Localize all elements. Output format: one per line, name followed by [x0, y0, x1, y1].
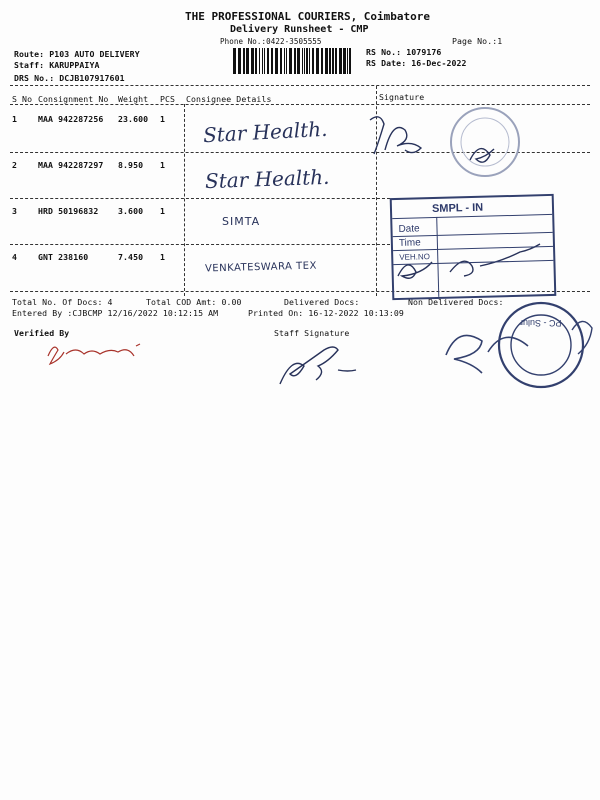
- total-cod: Total COD Amt: 0.00: [146, 297, 242, 307]
- consignee-signature: [470, 149, 494, 163]
- row-sno: 4: [12, 252, 18, 262]
- staff-signature-label: Staff Signature: [274, 328, 350, 338]
- rs-date: RS Date: 16-Dec-2022: [366, 58, 467, 68]
- row-consignment: MAA 942287297: [38, 160, 104, 170]
- route-label: Route: P103 AUTO DELIVERY: [14, 49, 140, 59]
- total-docs: Total No. Of Docs: 4: [12, 297, 113, 307]
- row-consignment: HRD 50196832: [38, 206, 99, 216]
- row-pcs: 1: [160, 114, 166, 124]
- row-sno: 2: [12, 160, 18, 170]
- row-pcs: 1: [160, 206, 166, 216]
- consignee-signature: [370, 117, 421, 154]
- row-consignee: SIMTA: [222, 215, 261, 228]
- phone-number: Phone No.:0422-3505555: [220, 37, 322, 46]
- company-title: THE PROFESSIONAL COURIERS, Coimbatore: [185, 10, 431, 23]
- runsheet-title: Delivery Runsheet - CMP: [230, 24, 369, 35]
- col-pcs: PCS: [160, 94, 176, 104]
- stamp-time-label: Time: [398, 237, 421, 249]
- row-weight: 23.600: [118, 114, 149, 124]
- col-sno: S No: [12, 94, 33, 104]
- row-consignee: Star Health.: [202, 116, 328, 148]
- stamp-date-label: Date: [398, 223, 420, 235]
- col-consignee: Consignee Details: [186, 94, 272, 104]
- row-consignment: MAA 942287256: [38, 114, 104, 124]
- col-signature: Signature: [379, 92, 425, 102]
- printed-on: Printed On: 16-12-2022 10:13:09: [248, 308, 404, 318]
- drs-number: DRS No.: DCJB107917601: [14, 73, 125, 83]
- staff-label: Staff: KARUPPAIYA: [14, 60, 100, 70]
- staff-signature: [280, 347, 356, 384]
- col-weight: Weight: [118, 94, 149, 104]
- verified-by-signature: [48, 344, 140, 364]
- delivered-docs: Delivered Docs:: [284, 297, 360, 307]
- row-pcs: 1: [160, 252, 166, 262]
- stamp-vehicle-label: VEH.NO: [399, 252, 431, 262]
- row-sno: 3: [12, 206, 18, 216]
- row-consignee: VENKATESWARA TEX: [204, 260, 318, 275]
- col-consignment: Consignment No: [38, 94, 109, 104]
- non-delivered-docs: Non Delivered Docs:: [408, 297, 504, 307]
- entered-by: Entered By :CJBCMP 12/16/2022 10:12:15 AM: [12, 308, 219, 318]
- stamp-company: SMPL - IN: [431, 201, 484, 216]
- verified-by-label: Verified By: [14, 328, 70, 338]
- row-consignee: Star Health.: [204, 164, 330, 194]
- row-pcs: 1: [160, 160, 166, 170]
- page-number: Page No.:1: [452, 36, 503, 46]
- row-weight: 7.450: [118, 252, 144, 262]
- row-weight: 3.600: [118, 206, 144, 216]
- branch-stamp-text: PC - Sulur: [520, 318, 562, 328]
- rs-number: RS No.: 1079176: [366, 47, 442, 57]
- row-consignment: GNT 238160: [38, 252, 89, 262]
- row-weight: 8.950: [118, 160, 144, 170]
- delivery-stamp: [390, 194, 557, 300]
- row-sno: 1: [12, 114, 18, 124]
